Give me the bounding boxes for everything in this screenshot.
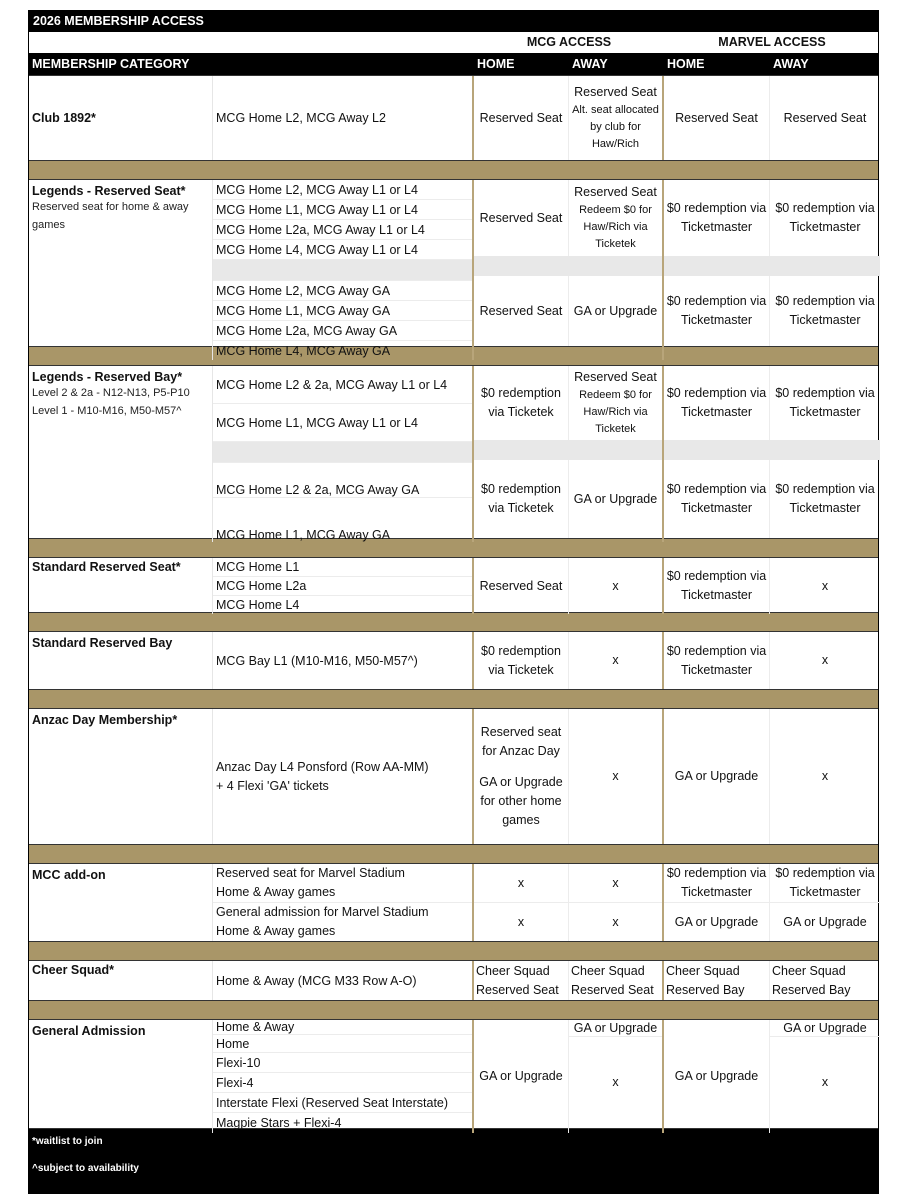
mcg-home-header: HOME (477, 57, 515, 71)
marvel-home-cell: $0 redemption via Ticketmaster (664, 180, 770, 256)
marvel-away-cell: x (821, 653, 829, 667)
marvel-away-cell: $0 redemption via Ticketmaster (775, 482, 875, 515)
mcg-away-cell: x (569, 709, 664, 844)
footnotes (29, 1128, 878, 1193)
marvel-away-cell: x (821, 1075, 829, 1089)
marvel-home-cell: $0 redemption via Ticketmaster (664, 366, 770, 440)
detail-line: MCG Home L4 (216, 598, 300, 612)
row-general-admission (29, 1019, 878, 1128)
detail-line: MCG Home L2a, MCG Away GA (213, 321, 472, 341)
venue-header-row (29, 32, 878, 53)
mcg-home-cell: Reserved Seat (474, 276, 569, 346)
mcg-home-cell: $0 redemption via Ticketek (474, 632, 569, 689)
section-divider (29, 1000, 878, 1019)
detail-line: MCG Home L4, MCG Away GA (216, 343, 391, 358)
mcg-home-cell: x (474, 864, 569, 903)
row-club-1892 (29, 75, 878, 160)
category-name: Standard Reserved Bay (32, 636, 173, 650)
detail-line: MCG Home L2, MCG Away GA (213, 281, 472, 301)
cell-note: Alt. seat allocated by club for Haw/Rich (572, 104, 659, 150)
mcg-away-cell: Reserved Seat Alt. seat allocated by club for Haw/Rich (569, 76, 664, 160)
detail-line: MCG Home L2 & 2a, MCG Away L1 or L4 (213, 366, 472, 404)
marvel-away-cell: Reserved Seat (783, 110, 867, 125)
detail-line: MCG Home L2a (213, 577, 472, 596)
mcg-away-cell: x (569, 558, 664, 614)
mcg-home-cell: GA or Upgrade (474, 1020, 569, 1133)
detail-line: MCG Home L2, MCG Away L2 (216, 111, 386, 125)
category-name: Legends - Reserved Bay* (32, 370, 183, 384)
marvel-home-cell: $0 redemption via Ticketmaster (664, 864, 770, 903)
mcg-away-cell: Reserved Seat Redeem $0 for Haw/Rich via Ticketek (569, 366, 662, 440)
marvel-away-cell: $0 redemption via Ticketmaster (770, 864, 880, 903)
footnote-availability: ^subject to availability (32, 1163, 139, 1174)
detail-line: MCG Home L1, MCG Away L1 or L4 (213, 404, 472, 442)
detail-line: MCG Home L2 & 2a, MCG Away GA (213, 463, 472, 498)
category-name: Club 1892* (32, 111, 96, 125)
category-name: General Admission (32, 1024, 146, 1038)
row-legends-reserved-seat (29, 179, 878, 358)
detail-line: Flexi-4 (213, 1073, 472, 1093)
detail-line: MCG Bay L1 (M10-M16, M50-M57^) (216, 653, 418, 668)
row-mcc-add-on (29, 863, 878, 941)
row-legends-reserved-bay (29, 365, 878, 542)
marvel-away-cell: x (821, 769, 829, 783)
detail-line: Home & Away (MCG M33 Row A-O) (216, 973, 417, 988)
mcg-away-cell: GA or Upgrade (573, 303, 658, 318)
mcg-home-cell: Reserved Seat (474, 558, 569, 614)
marvel-away-cell: Cheer Squad Reserved Bay (772, 963, 851, 997)
section-divider (29, 612, 878, 631)
section-divider (29, 941, 878, 960)
membership-category-header: MEMBERSHIP CATEGORY (32, 57, 190, 71)
detail-line: + 4 Flexi 'GA' tickets (216, 778, 329, 793)
category-subtitle: Level 2 & 2a - N12-N13, P5-P10 (32, 387, 190, 399)
spacer-row (213, 442, 472, 463)
marvel-home-cell: $0 redemption via Ticketmaster (664, 632, 770, 689)
marvel-home-cell: GA or Upgrade (664, 709, 770, 844)
detail-line: MCG Home L1 (213, 558, 472, 577)
row-standard-reserved-bay (29, 631, 878, 689)
marvel-away-cell: GA or Upgrade (783, 914, 867, 929)
marvel-home-cell: Cheer Squad Reserved Bay (664, 961, 770, 1000)
marvel-away-cell: $0 redemption via Ticketmaster (775, 201, 875, 234)
detail-line: Magpie Stars + Flexi-4 (216, 1116, 342, 1130)
detail-line: General admission for Marvel Stadium Home & Away games (216, 905, 429, 938)
section-divider (29, 844, 878, 863)
cell-note: Redeem $0 for Haw/Rich via Ticketek (579, 389, 652, 435)
detail-line: MCG Home L1, MCG Away GA (216, 528, 391, 542)
marvel-away-cell: x (821, 578, 829, 593)
detail-line: Home & Away (213, 1020, 472, 1035)
detail-line: Reserved seat for Marvel Stadium Home & Away games (213, 864, 472, 903)
marvel-home-cell: $0 redemption via Ticketmaster (664, 460, 770, 538)
row-standard-reserved-seat (29, 557, 878, 612)
mcg-away-cell: Reserved Seat Redeem $0 for Haw/Rich via Ticketek (569, 180, 662, 256)
detail-line: MCG Home L2a, MCG Away L1 or L4 (213, 220, 472, 240)
mcg-home-cell: $0 redemption via Ticketek (474, 460, 569, 538)
mcg-away-cell: x (612, 914, 619, 929)
mcg-away-cell: Cheer Squad Reserved Seat (569, 961, 664, 1000)
marvel-home-cell: GA or Upgrade (664, 903, 770, 941)
category-name: MCC add-on (32, 868, 106, 882)
spacer-row (213, 260, 472, 281)
detail-line: Home (213, 1035, 472, 1053)
table-title: 2026 MEMBERSHIP ACCESS (29, 11, 878, 32)
detail-line: Flexi-10 (213, 1053, 472, 1073)
category-name: Standard Reserved Seat* (32, 560, 181, 574)
marvel-away-cell: $0 redemption via Ticketmaster (775, 294, 875, 327)
cell-note: Redeem $0 for Haw/Rich via Ticketek (579, 204, 652, 250)
detail-line: MCG Home L4, MCG Away L1 or L4 (213, 240, 472, 260)
category-name: Cheer Squad* (32, 963, 114, 977)
marvel-away-header: AWAY (773, 57, 809, 71)
mcg-home-cell: x (474, 903, 569, 941)
mcg-home-cell: Reserved seat for Anzac Day GA or Upgrade for other home games (474, 709, 569, 844)
category-subtitle: Level 1 - M10-M16, M50-M57^ (32, 405, 182, 417)
marvel-home-cell: Reserved Seat (664, 76, 770, 160)
marvel-home-cell: $0 redemption via Ticketmaster (664, 558, 770, 614)
footnote-waitlist: *waitlist to join (32, 1136, 103, 1147)
mcg-away-cell: x (569, 632, 664, 689)
marvel-access-header: MARVEL ACCESS (718, 35, 826, 49)
marvel-home-cell: GA or Upgrade (664, 1020, 770, 1133)
detail-line: Interstate Flexi (Reserved Seat Interstate) (213, 1093, 472, 1113)
mcg-away-cell: GA or Upgrade (569, 1020, 662, 1037)
section-divider (29, 160, 878, 179)
mcg-home-cell: Cheer Squad Reserved Seat (474, 961, 569, 1000)
mcg-home-cell: Reserved Seat (474, 76, 569, 160)
mcg-away-cell: x (612, 1075, 619, 1089)
detail-line: Anzac Day L4 Ponsford (Row AA-MM) (216, 759, 429, 774)
mcg-home-cell: $0 redemption via Ticketek (474, 366, 569, 440)
category-name: Legends - Reserved Seat* (32, 184, 186, 198)
mcg-away-cell: x (569, 864, 662, 903)
marvel-away-cell: $0 redemption via Ticketmaster (775, 386, 875, 419)
detail-line: MCG Home L1, MCG Away GA (213, 301, 472, 321)
marvel-away-cell: GA or Upgrade (770, 1020, 880, 1037)
mcg-away-cell: GA or Upgrade (573, 491, 658, 506)
section-divider (29, 689, 878, 708)
category-subtitle: Reserved seat for home & away games (32, 201, 189, 231)
mcg-home-cell: Reserved Seat (474, 180, 569, 256)
mcg-away-header: AWAY (572, 57, 608, 71)
marvel-home-header: HOME (667, 57, 705, 71)
membership-access-table (28, 10, 879, 1194)
marvel-home-cell: $0 redemption via Ticketmaster (664, 276, 770, 346)
detail-line: MCG Home L1, MCG Away L1 or L4 (213, 200, 472, 220)
row-cheer-squad (29, 960, 878, 1000)
category-name: Anzac Day Membership* (32, 713, 178, 727)
mcg-access-header: MCG ACCESS (526, 35, 612, 49)
detail-line: MCG Home L2, MCG Away L1 or L4 (213, 180, 472, 200)
row-anzac-day-membership (29, 708, 878, 844)
column-header-row (29, 53, 878, 75)
